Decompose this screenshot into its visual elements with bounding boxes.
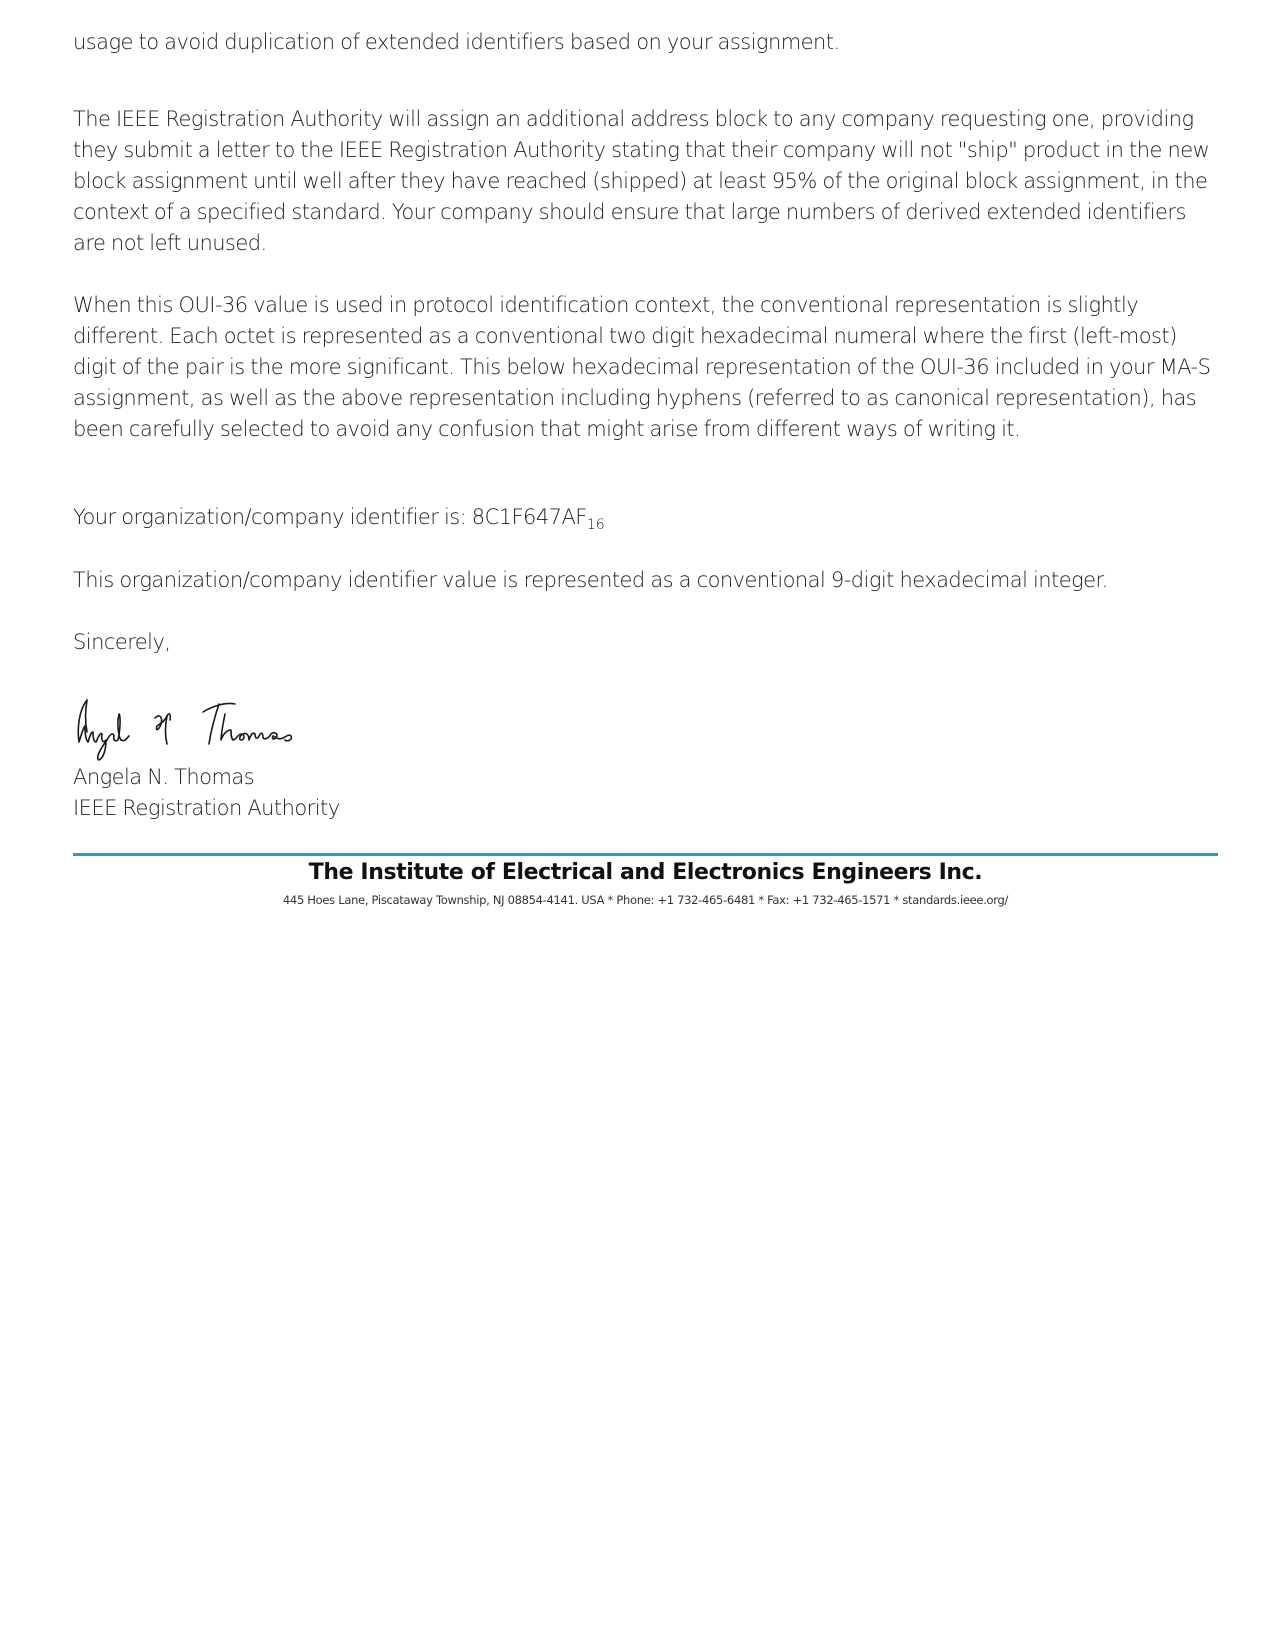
identifier-base: 16: [586, 517, 605, 533]
signatory-organization: IEEE Registration Authority: [73, 796, 340, 820]
closing-salutation: Sincerely,: [73, 630, 171, 654]
paragraph-oui36-representation: When this OUI-36 value is used in protocol identification context, the conventional representation is slightly different. Each octet is represented as a conventional two digit hexadecimal numeral where the first (left-most) digit of the pair is the more significant. This below hexadecimal representation of the OUI-36 included in your MA-S assignment, as well as the above representation including hyphens (referred to as canonical representation), has been carefully selected to avoid any confusion that might arise from different ways of writing it.: [73, 293, 1211, 441]
identifier-value: 8C1F647AF: [471, 505, 587, 529]
paragraph-identifier: [73, 502, 1223, 533]
footer-organization-title: The Institute of Electrical and Electronics Engineers Inc.: [308, 860, 983, 885]
paragraph-identifier-format: This organization/company identifier value is represented as a conventional 9-digit hexadecimal integer.: [73, 568, 1108, 592]
identifier-label: Your organization/company identifier is:: [73, 505, 472, 529]
paragraph-additional-block: The IEEE Registration Authority will assign an additional address block to any company requesting one, providing they submit a letter to the IEEE Registration Authority stating that their company will not "ship" product in the new block assignment until well after they have reached (shipped) at least 95% of the original block assignment, in the context of a specified standard. Your company should ensure that large numbers of derived extended identifiers are not left unused.: [73, 107, 1210, 255]
paragraph-usage: usage to avoid duplication of extended identifiers based on your assignment.: [73, 30, 840, 54]
signatory-name: Angela N. Thomas: [73, 765, 255, 789]
footer-contact-address: 445 Hoes Lane, Piscataway Township, NJ 08854-4141. USA * Phone: +1 732-465-6481 * Fax: +1 732-465-1571 * standards.ieee.org/: [282, 893, 1009, 907]
footer-divider: [73, 853, 1218, 856]
handwritten-signature-image: [73, 692, 313, 762]
